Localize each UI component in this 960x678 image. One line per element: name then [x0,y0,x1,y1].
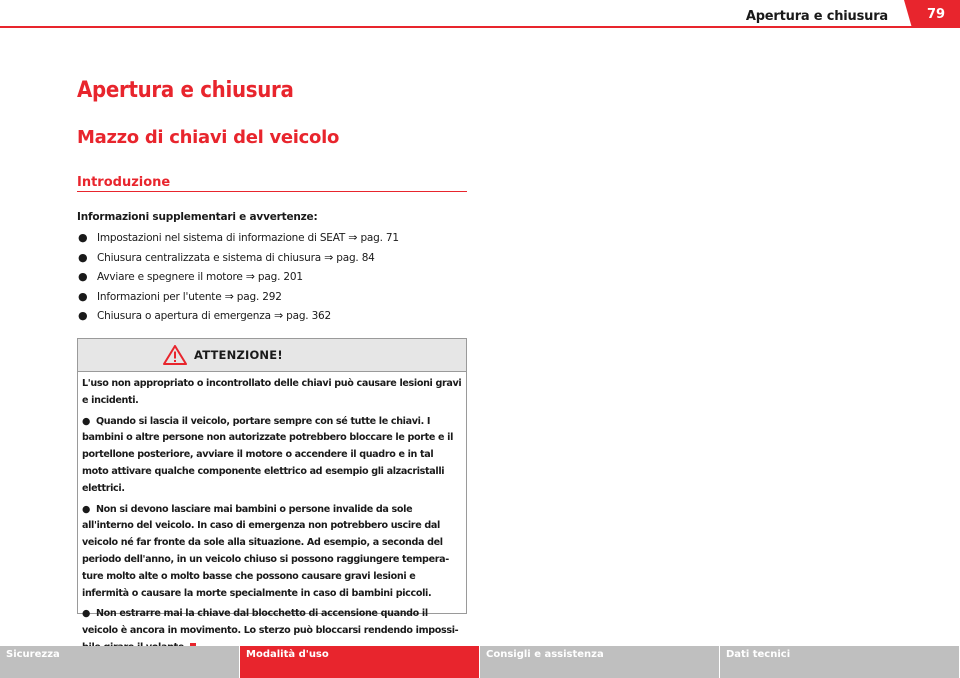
list-item: ● Chiusura centralizzata e sistema di chiusura ⇒ pag. 84 [77,248,467,268]
warning-lead: L'uso non appropriato o incontrollato delle chiavi può causare lesioni gravi e incidenti. [82,378,462,406]
bullet-dot-icon: ● [82,608,91,620]
arrow-right-icon: ⇒ [273,309,283,322]
page-number: 79 [912,0,960,28]
list-item: ● Informazioni per l'utente ⇒ pag. 292 [77,287,467,307]
arrow-right-icon: ⇒ [245,270,255,283]
page-ref-link[interactable]: pag. 71 [360,232,399,244]
warning-title: ATTENZIONE! [194,348,283,362]
arrow-right-icon: ⇒ [224,289,234,303]
footer-tab-dati-tecnici[interactable]: Dati tecnici [720,646,960,678]
bullet-dot-icon: ● [78,270,88,283]
chapter-title: Apertura e chiusura [77,78,294,103]
header-title: Apertura e chiusura [745,9,888,24]
section-title: Mazzo di chiavi del veicolo [77,127,340,148]
bullet-dot-icon: ● [82,503,91,515]
footer-tab-sicurezza[interactable]: Sicurezza [0,646,240,678]
bullet-dot-icon: ● [82,415,91,427]
page-header [0,0,960,28]
list-item: ● Chiusura o apertura di emergenza ⇒ pag. 362 [77,306,467,326]
warning-header [78,339,466,372]
subsection-title: Introduzione [77,175,171,190]
bullet-dot-icon: ● [78,309,88,322]
footer-tab-consigli-assistenza[interactable]: Consigli e assistenza [480,646,720,678]
footer-tab-modalita-uso[interactable]: Modalità d'uso [240,646,480,678]
arrow-right-icon: ⇒ [348,231,358,244]
warning-body [78,372,466,657]
bullet-dot-icon: ● [78,231,88,244]
warning-box [77,338,467,637]
list-item: ● Avviare e spegnere il motore ⇒ pag. 201 [77,267,467,287]
subsection-rule [77,191,467,192]
reference-list [77,228,467,326]
page-ref-link[interactable]: pag. 201 [257,271,303,283]
warning-triangle-icon [163,345,187,365]
intro-text: Informazioni supplementari e avvertenze: [77,211,318,223]
page-ref-link[interactable]: pag. 84 [336,251,375,264]
page-ref-link[interactable]: pag. 362 [286,310,332,322]
page-ref-link[interactable]: pag. 292 [236,290,282,303]
bullet-dot-icon: ● [78,289,88,303]
arrow-right-icon: ⇒ [324,250,334,264]
list-item: ● Impostazioni nel sistema di informazione di SEAT ⇒ pag. 71 [77,228,467,248]
warning-item: ● Quando si lascia il veicolo, portare sempre con sé tutte le chiavi. I bambini o altre persone non autorizzate potrebbero bloccare le porte e il portellone posteriore, avviare il motore o accendere il quadro e in tal moto attivare qualche componente elettrico ad esempio gli alzacristalli elettrici. [82,415,454,494]
bullet-dot-icon: ● [78,250,88,264]
warning-item: ● Non si devono lasciare mai bambini o persone invalide da sole all'interno del veicolo. In caso di emergenza non potrebbero uscire dal veicolo né far fronte da sole alla situazione. Ad esempio, a seconda del periodo dell'anno, in un veicolo chiuso si possono raggiungere tempera-ture molto alte o molto basse che possono causare gravi lesioni e infermità o causare la morte specialmente in caso di bambini piccoli. [82,503,449,599]
warning-item: ● Non estrarre mai la chiave dal blocchetto di accensione quando il veicolo è ancora in movimento. Lo sterzo può bloccarsi rendendo impossi- [82,606,462,656]
header-rule [0,26,912,28]
footer-nav [0,646,960,678]
